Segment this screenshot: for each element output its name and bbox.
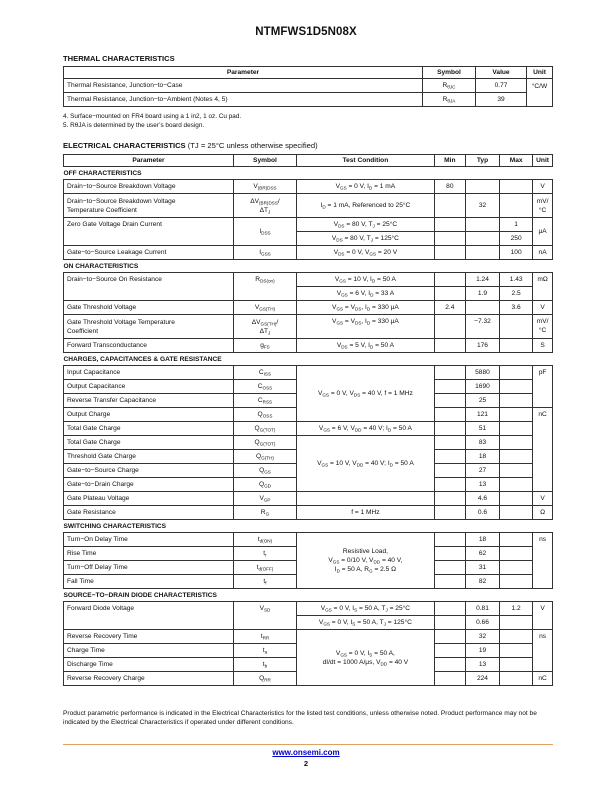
condition-cell: Resistive Load, $V_{GS} = 0/10$ V, $V_{DD} = 40$ V, $I_D = 50$ A, $R_G = 2.5$ Ω (296, 533, 434, 589)
symbol-cell: $Q_{RR}$ (233, 672, 296, 686)
table-row (64, 366, 553, 380)
symbol-cell: $I_{DSS}$ (233, 218, 296, 246)
param-cell: Drain−to−Source Breakdown Voltage Temperature Coefficient (64, 194, 234, 218)
param-cell: Gate−to−Source Leakage Current (64, 246, 234, 260)
category-row (64, 260, 553, 273)
unit-cell: nC (533, 408, 553, 492)
category-charges: CHARGES, CAPACITANCES & GATE RESISTANCE (64, 353, 553, 366)
symbol-cell: $t_{d(OFF)}$ (233, 561, 296, 575)
unit-cell: V (533, 180, 553, 194)
unit-cell: μA (533, 218, 553, 246)
param-cell: Total Gate Charge (64, 436, 234, 450)
col-header: Symbol (423, 67, 476, 79)
table-header-row (64, 155, 553, 167)
category-diode: SOURCE−TO−DRAIN DIODE CHARACTERISTICS (64, 589, 553, 602)
condition-cell: $V_{GS} = 10$ V, $V_{DD} = 40$ V; $I_D = 50$ A (296, 436, 434, 492)
symbol-cell: $V_{(BR)DSS}$ (233, 180, 296, 194)
param-cell: Gate−to−Drain Charge (64, 478, 234, 492)
typ-cell: 19 (465, 644, 499, 658)
note-4: 4. Surface−mounted on FR4 board using a 1 in2, 1 oz. Cu pad. (63, 113, 242, 120)
max-cell: 2.5 (500, 287, 533, 301)
symbol-cell: $I_{GSS}$ (233, 246, 296, 260)
col-header: Max (500, 155, 533, 167)
table-row (64, 180, 553, 194)
typ-cell: 1.9 (465, 287, 499, 301)
unit-cell: ns (533, 630, 553, 672)
param-cell: Thermal Resistance, Junction−to−Case (64, 79, 423, 93)
typ-cell: 5880 (465, 366, 499, 380)
page-title: NTMFWS1D5N08X (255, 26, 357, 38)
condition-cell: f = 1 MHz (296, 506, 434, 520)
condition-cell: $V_{GS} = 10$ V, $I_D = 50$ A (296, 273, 434, 287)
table-row (64, 492, 553, 506)
symbol-cell: $t_f$ (233, 575, 296, 589)
typ-cell: 32 (465, 630, 499, 644)
typ-cell: 13 (465, 478, 499, 492)
typ-cell: 51 (465, 422, 499, 436)
table-row (64, 533, 553, 547)
param-cell: Drain−to−Source On Resistance (64, 273, 234, 301)
param-cell: Discharge Time (64, 658, 234, 672)
symbol-cell: $g_{FS}$ (233, 339, 296, 353)
max-cell: 100 (500, 246, 533, 260)
table-row (64, 273, 553, 287)
param-cell: Gate Plateau Voltage (64, 492, 234, 506)
condition-cell: $V_{GS} = 6$ V, $I_D = 33$ A (296, 287, 434, 301)
unit-cell: S (533, 339, 553, 353)
typ-cell: 18 (465, 533, 499, 547)
thermal-heading: THERMAL CHARACTERISTICS (63, 54, 175, 63)
category-row (64, 520, 553, 533)
typ-cell: 4.6 (465, 492, 499, 506)
unit-cell: mΩ (533, 273, 553, 301)
condition-cell: $V_{DS} = 5$ V, $I_D = 50$ A (296, 339, 434, 353)
param-cell: Gate Threshold Voltage Temperature Coefficient (64, 315, 234, 339)
typ-cell: 0.6 (465, 506, 499, 520)
electrical-condition: (TJ = 25°C unless otherwise specified) (187, 141, 318, 150)
param-cell: Fall Time (64, 575, 234, 589)
symbol-cell: $Q_{GD}$ (233, 478, 296, 492)
typ-cell: 27 (465, 464, 499, 478)
table-row (64, 218, 553, 232)
symbol-cell: $Q_{OSS}$ (233, 408, 296, 422)
website-link[interactable]: www.onsemi.com (272, 748, 340, 757)
max-cell: 250 (500, 232, 533, 246)
typ-cell: 62 (465, 547, 499, 561)
max-cell: 1.43 (500, 273, 533, 287)
thermal-notes (63, 113, 241, 130)
table-row (64, 301, 553, 315)
typ-cell: 18 (465, 450, 499, 464)
typ-cell: 25 (465, 394, 499, 408)
table-row (64, 79, 553, 93)
param-cell: Rise Time (64, 547, 234, 561)
table-header-row (64, 67, 553, 79)
typ-cell: 1690 (465, 380, 499, 394)
symbol-cell: $C_{OSS}$ (233, 380, 296, 394)
table-row (64, 506, 553, 520)
category-off: OFF CHARACTERISTICS (64, 167, 553, 180)
param-cell: Reverse Transfer Capacitance (64, 394, 234, 408)
param-cell: Charge Time (64, 644, 234, 658)
col-header: Parameter (64, 155, 234, 167)
category-row (64, 589, 553, 602)
table-row (64, 339, 553, 353)
condition-cell: $I_D = 1$ mA, Referenced to 25°C (296, 194, 434, 218)
unit-cell: nA (533, 246, 553, 260)
typ-cell: 31 (465, 561, 499, 575)
param-cell: Zero Gate Voltage Drain Current (64, 218, 234, 246)
condition-cell: $V_{GS} = 0$ V, $V_{DS} = 40$ V, f = 1 MHz (296, 366, 434, 422)
col-header: Value (476, 67, 527, 79)
unit-cell: V (533, 492, 553, 506)
symbol-cell: $R_G$ (233, 506, 296, 520)
electrical-heading-text: ELECTRICAL CHARACTERISTICS (63, 141, 186, 150)
page-number: 2 (303, 759, 309, 768)
typ-cell: 176 (465, 339, 499, 353)
symbol-cell: $t_r$ (233, 547, 296, 561)
unit-cell: ns (533, 533, 553, 589)
electrical-table (63, 154, 553, 686)
symbol-cell: $Q_{G(TOT)}$ (233, 422, 296, 436)
max-cell: 3.6 (500, 301, 533, 315)
table-row (64, 422, 553, 436)
footnote: Product parametric performance is indicated in the Electrical Characteristics for the listed test conditions, unless otherwise noted. Product performance may not be indicated by the Electrical Characteristics if operated under different conditions. (63, 710, 537, 726)
typ-cell: 1.24 (465, 273, 499, 287)
symbol-cell: $R_{\theta JA}$ (423, 93, 476, 107)
symbol-cell: $Q_{G(TH)}$ (233, 450, 296, 464)
symbol-cell: $R_{\theta JC}$ (423, 79, 476, 93)
table-row (64, 630, 553, 644)
param-cell: Gate−to−Source Charge (64, 464, 234, 478)
symbol-cell: $C_{RSS}$ (233, 394, 296, 408)
condition-cell: $V_{DS} = 80$ V, $T_J = 25^\circ C$ (296, 218, 434, 232)
param-cell: Forward Transconductance (64, 339, 234, 353)
typ-cell: 121 (465, 408, 499, 422)
typ-cell: 82 (465, 575, 499, 589)
category-on: ON CHARACTERISTICS (64, 260, 553, 273)
symbol-cell: $V_{GS(TH)}$ (233, 301, 296, 315)
typ-cell: 0.81 (465, 602, 499, 616)
col-header: Symbol (233, 155, 296, 167)
table-row (64, 315, 553, 339)
param-cell: Output Charge (64, 408, 234, 422)
col-header: Min (434, 155, 465, 167)
note-5: 5. RθJA is determined by the user’s board design. (63, 121, 205, 129)
typ-cell: −7.32 (465, 315, 499, 339)
condition-cell: $V_{DS} = 0$ V, $V_{GS} = 20$ V (296, 246, 434, 260)
param-cell: Threshold Gate Charge (64, 450, 234, 464)
min-cell: 80 (434, 180, 465, 194)
symbol-cell: $Q_{GS}$ (233, 464, 296, 478)
symbol-cell: $Q_{G(TOT)}$ (233, 436, 296, 450)
symbol-cell: $t_b$ (233, 658, 296, 672)
param-cell: Gate Threshold Voltage (64, 301, 234, 315)
param-cell: Output Capacitance (64, 380, 234, 394)
table-row (64, 246, 553, 260)
unit-cell: V (533, 301, 553, 315)
symbol-cell: $t_a$ (233, 644, 296, 658)
typ-cell: 13 (465, 658, 499, 672)
condition-cell: $V_{GS} = V_{DS}$, $I_D = 330$ μA (296, 315, 434, 339)
param-cell: Input Capacitance (64, 366, 234, 380)
symbol-cell: $V_{GP}$ (233, 492, 296, 506)
condition-cell: $V_{GS} = 0$ V, $I_S = 50$ A, $T_J = 25^\circ C$ (296, 602, 434, 616)
table-row (64, 436, 553, 450)
max-cell: 1 (500, 218, 533, 232)
value-cell: 39 (476, 93, 527, 107)
unit-cell: mV/°C (533, 315, 553, 339)
table-row (64, 93, 553, 107)
condition-cell: $V_{GS} = 6$ V, $V_{DD} = 40$ V; $I_D = 50$ A (296, 422, 434, 436)
condition-cell: $V_{GS} = 0$ V, $I_S = 50$ A, dI/dt = 1000 A/μs, $V_{DD} = 40$ V (296, 630, 434, 686)
condition-cell: $V_{GS} = 0$ V, $I_S = 50$ A, $T_J = 125^\circ C$ (296, 616, 434, 630)
unit-cell: V (533, 602, 553, 630)
unit-cell: Ω (533, 506, 553, 520)
condition-cell: $V_{GS} = V_{DS}$, $I_D = 330$ μA (296, 301, 434, 315)
symbol-cell: $\Delta V_{GS(TH)}/$ $\Delta T_J$ (233, 315, 296, 339)
typ-cell: 224 (465, 672, 499, 686)
thermal-table (63, 66, 553, 107)
value-cell: 0.77 (476, 79, 527, 93)
max-cell: 1.2 (500, 602, 533, 616)
param-cell: Gate Resistance (64, 506, 234, 520)
param-cell: Drain−to−Source Breakdown Voltage (64, 180, 234, 194)
param-cell: Reverse Recovery Charge (64, 672, 234, 686)
typ-cell: 83 (465, 436, 499, 450)
unit-cell: °C/W (527, 79, 553, 107)
condition-cell: $V_{GS} = 0$ V, $I_D = 1$ mA (296, 180, 434, 194)
col-header: Test Condition (296, 155, 434, 167)
symbol-cell: $V_{SD}$ (233, 602, 296, 630)
unit-cell: mV/°C (533, 194, 553, 218)
col-header: Unit (533, 155, 553, 167)
category-row (64, 353, 553, 366)
param-cell: Forward Diode Voltage (64, 602, 234, 630)
symbol-cell: $C_{ISS}$ (233, 366, 296, 380)
category-switching: SWITCHING CHARACTERISTICS (64, 520, 553, 533)
param-cell: Turn−On Delay Time (64, 533, 234, 547)
symbol-cell: $t_{RR}$ (233, 630, 296, 644)
condition-cell: $V_{DS} = 80$ V, $T_J = 125^\circ C$ (296, 232, 434, 246)
param-cell: Thermal Resistance, Junction−to−Ambient (Notes 4, 5) (64, 93, 423, 107)
col-header: Parameter (64, 67, 423, 79)
table-row (64, 194, 553, 218)
param-cell: Reverse Recovery Time (64, 630, 234, 644)
table-row (64, 602, 553, 616)
symbol-cell: $t_{d(ON)}$ (233, 533, 296, 547)
symbol-cell: $R_{DS(on)}$ (233, 273, 296, 301)
param-cell: Total Gate Charge (64, 422, 234, 436)
typ-cell: 32 (465, 194, 499, 218)
typ-cell: 0.66 (465, 616, 499, 630)
unit-cell: nC (533, 672, 553, 686)
col-header: Unit (527, 67, 553, 79)
electrical-heading (63, 141, 318, 150)
min-cell: 2.4 (434, 301, 465, 315)
col-header: Typ (465, 155, 499, 167)
unit-cell: pF (533, 366, 553, 408)
param-cell: Turn−Off Delay Time (64, 561, 234, 575)
category-row (64, 167, 553, 180)
symbol-cell: $\Delta V_{(BR)DSS}/$ $\Delta T_J$ (233, 194, 296, 218)
footer-rule (63, 744, 553, 745)
